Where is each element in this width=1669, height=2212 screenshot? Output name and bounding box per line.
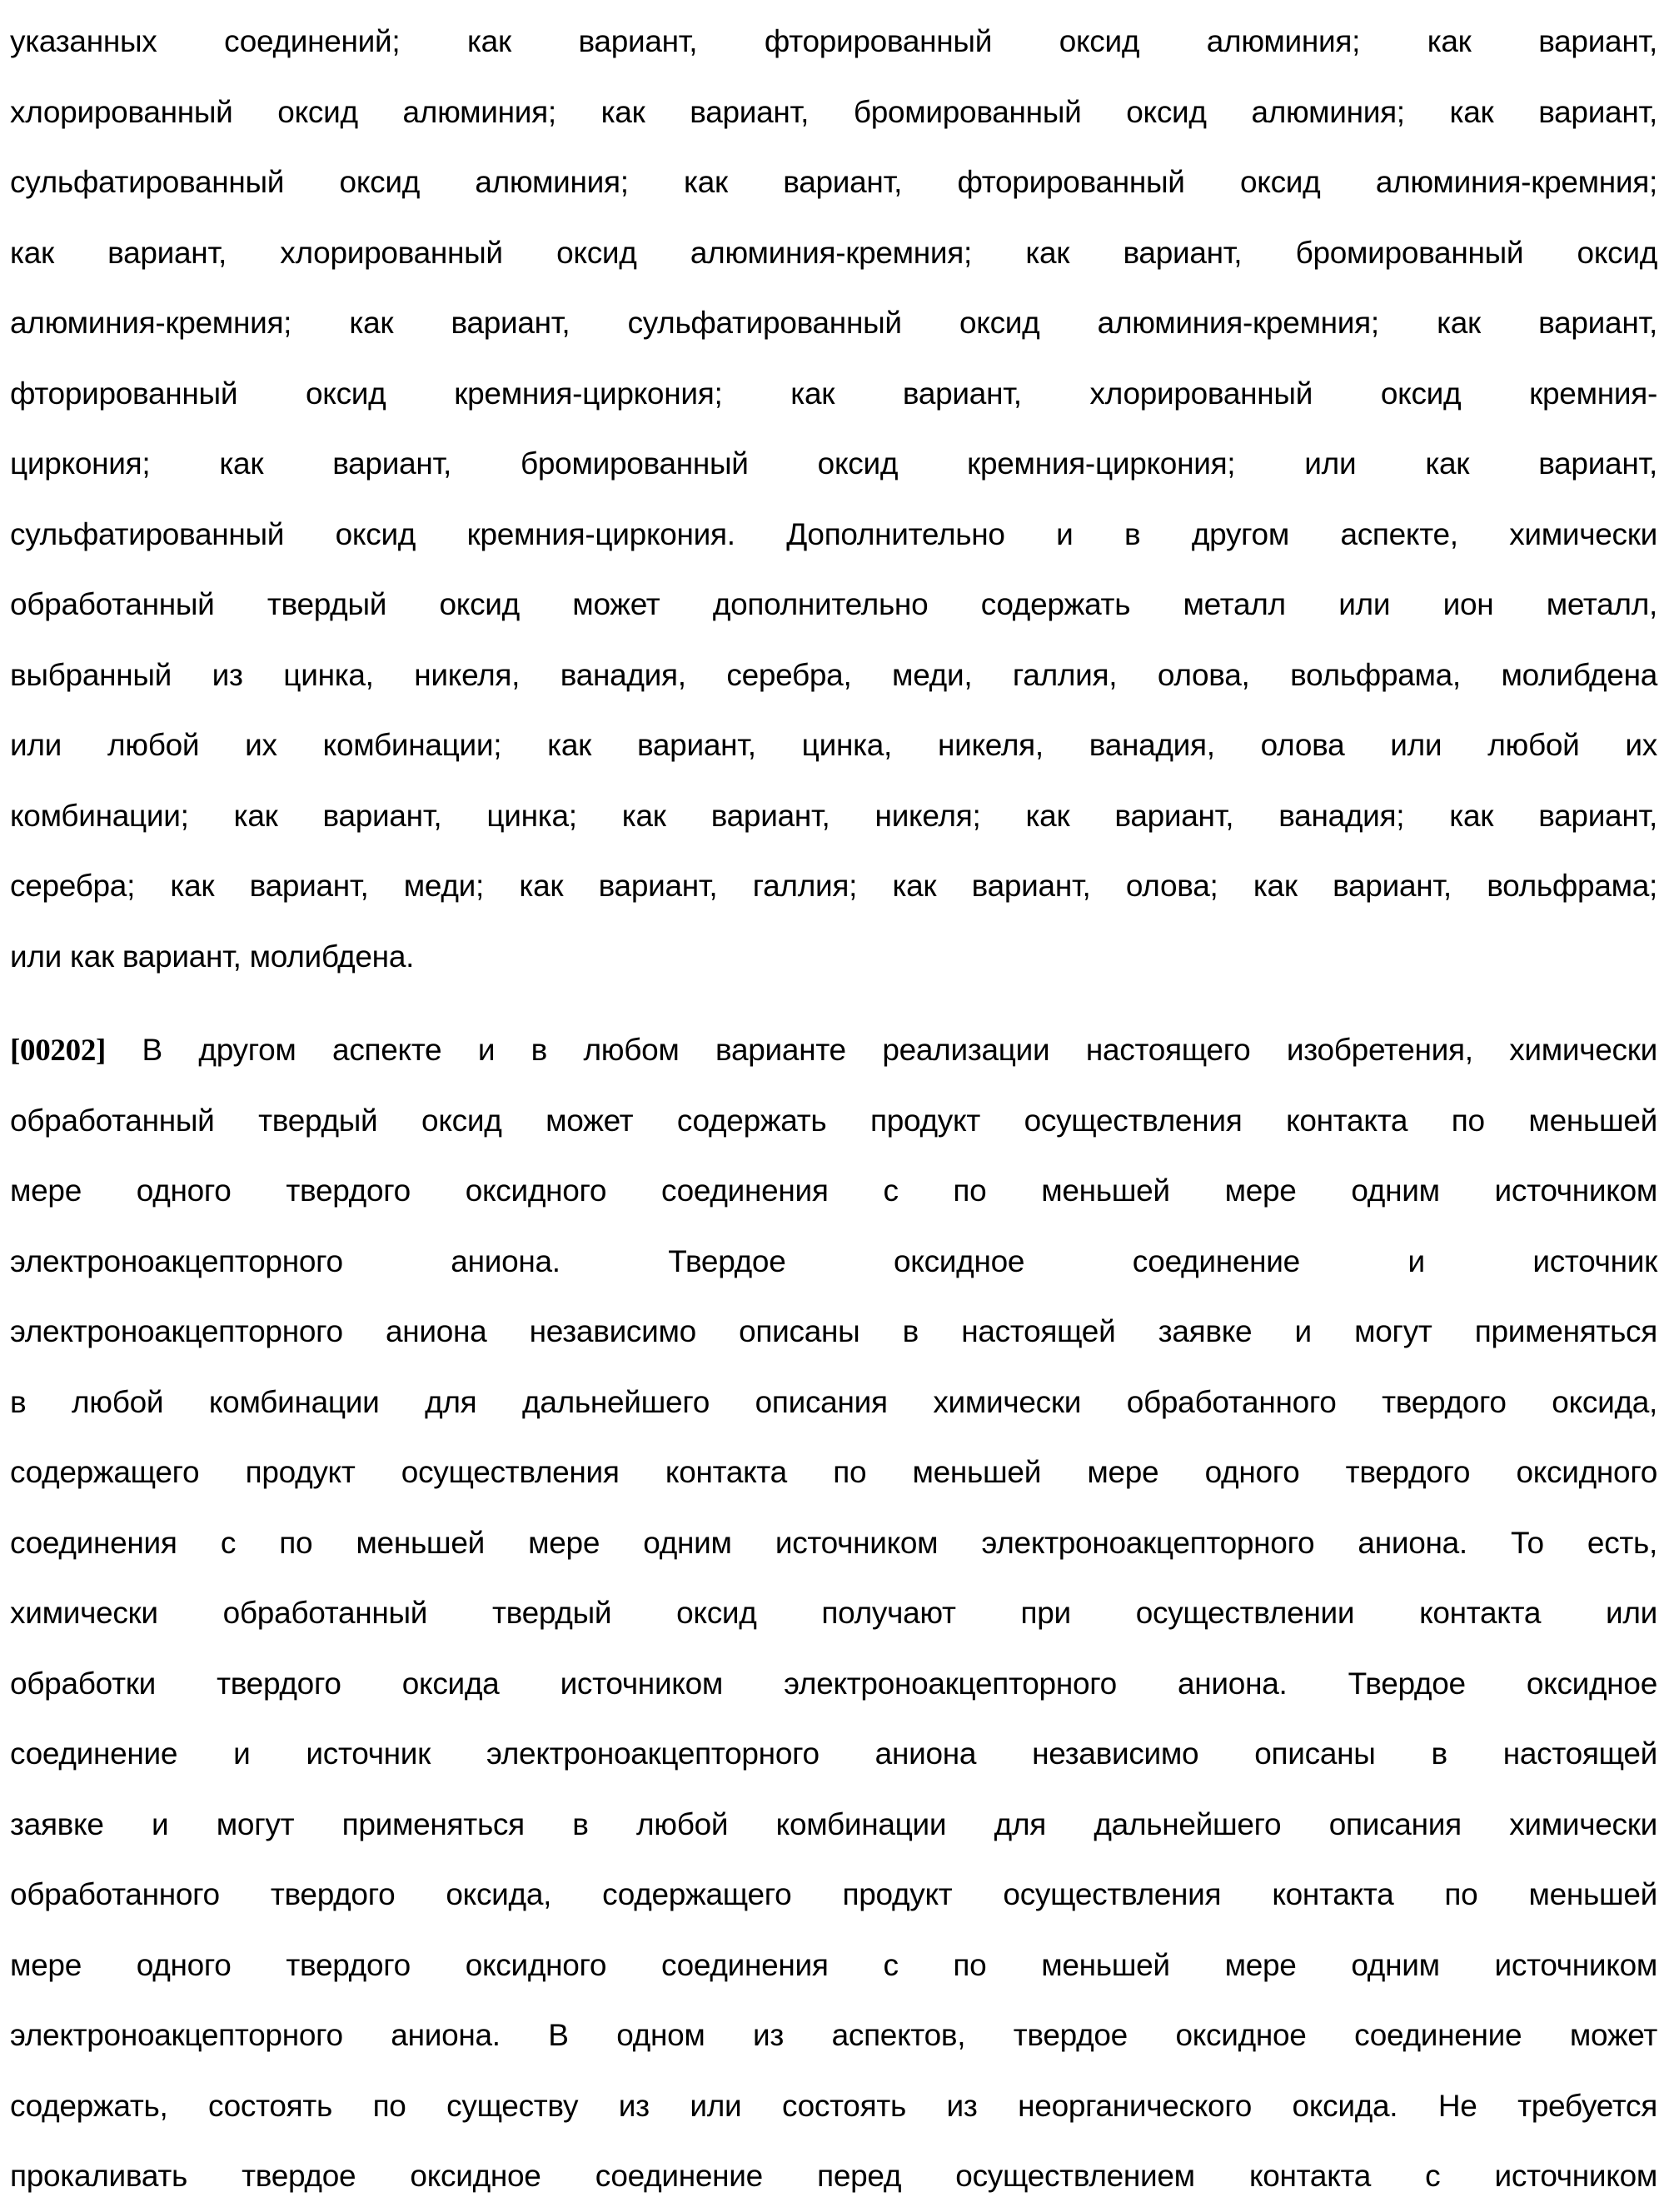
line-text: в любой комбинации для дальнейшего описания химически обработанного твердого оксида, (10, 1385, 1657, 1419)
text-line (10, 1931, 1657, 2001)
text-line (10, 851, 1657, 922)
text-line (10, 1086, 1657, 1157)
text-line (10, 1790, 1657, 1861)
line-text: заявке и могут применяться в любой комбинации для дальнейшего описания химически (10, 1807, 1657, 1841)
line-text: обработанный твердый оксид может содержать продукт осуществления контакта по меньшей (10, 1104, 1657, 1138)
text-line (10, 288, 1657, 359)
line-text: химически обработанный твердый оксид получают при осуществлении контакта или (10, 1596, 1657, 1630)
text-line (10, 429, 1657, 500)
line-text: как вариант, хлорированный оксид алюминия-кремния; как вариант, бромированный оксид (10, 236, 1657, 270)
line-text: обработки твердого оксида источником электроноакцепторного аниона. Твердое оксидное (10, 1666, 1657, 1701)
text-line (10, 1227, 1657, 1298)
text-line (10, 1437, 1657, 1508)
line-text: соединения с по меньшей мере одним источником электроноакцепторного аниона. То есть, (10, 1526, 1657, 1560)
text-line (10, 922, 1657, 993)
line-text: электроноакцепторного аниона независимо описаны в настоящей заявке и могут применяться (10, 1314, 1657, 1348)
text-line (10, 359, 1657, 430)
text-line (10, 1719, 1657, 1790)
line-text: комбинации; как вариант, цинка; как вариант, никеля; как вариант, ванадия; как вариант, (10, 799, 1657, 833)
line-text: В другом аспекте и в любом варианте реализации настоящего изобретения, химически (106, 1033, 1657, 1067)
line-text: фторированный оксид кремния-циркония; как вариант, хлорированный оксид кремния- (10, 376, 1657, 411)
paragraph-gap (10, 992, 1657, 1015)
line-text: мере одного твердого оксидного соединения с по меньшей мере одним источником (10, 1173, 1657, 1208)
text-line (10, 1860, 1657, 1931)
text-line (10, 2000, 1657, 2071)
text-line (10, 147, 1657, 218)
line-text: соединение и источник электроноакцепторного аниона независимо описаны в настоящей (10, 1736, 1657, 1771)
text-line (10, 781, 1657, 852)
text-line (10, 1368, 1657, 1438)
paragraph-continuation (10, 7, 1657, 992)
text-line (10, 77, 1657, 148)
text-line (10, 570, 1657, 640)
line-text: хлорированный оксид алюминия; как вариант, бромированный оксид алюминия; как вариант, (10, 95, 1657, 129)
line-text: сульфатированный оксид алюминия; как вариант, фторированный оксид алюминия-кремния; (10, 165, 1657, 199)
text-line (10, 1649, 1657, 1720)
text-line (10, 640, 1657, 711)
text-line (10, 2141, 1657, 2212)
text-line (10, 7, 1657, 77)
line-text: прокаливать твердое оксидное соединение перед осуществлением контакта с источником (10, 2159, 1657, 2193)
line-text: алюминия-кремния; как вариант, сульфатированный оксид алюминия-кремния; как вариант, (10, 306, 1657, 340)
line-text: сульфатированный оксид кремния-циркония. Дополнительно и в другом аспекте, химически (10, 517, 1657, 551)
paragraph-number: [00202] (10, 1034, 106, 1068)
text-line (10, 1015, 1657, 1086)
line-text: или как вариант, молибдена. (10, 939, 414, 974)
line-text: содержать, состоять по существу из или состоять из неорганического оксида. Не требуется (10, 2089, 1657, 2123)
text-line (10, 500, 1657, 570)
text-line (10, 710, 1657, 781)
line-text: содержащего продукт осуществления контакта по меньшей мере одного твердого оксидного (10, 1455, 1657, 1489)
line-text: электроноакцепторного аниона. В одном из аспектов, твердое оксидное соединение может (10, 2018, 1657, 2052)
line-text: мере одного твердого оксидного соединения с по меньшей мере одним источником (10, 1948, 1657, 1982)
text-line (10, 218, 1657, 289)
line-text: серебра; как вариант, меди; как вариант, галлия; как вариант, олова; как вариант, вольфрама; (10, 869, 1657, 903)
line-text: циркония; как вариант, бромированный оксид кремния-циркония; или как вариант, (10, 446, 1657, 481)
line-text: выбранный из цинка, никеля, ванадия, серебра, меди, галлия, олова, вольфрама, молибдена (10, 658, 1657, 692)
text-line (10, 2071, 1657, 2142)
line-text: обработанный твердый оксид может дополнительно содержать металл или ион металл, (10, 587, 1657, 621)
text-line (10, 1578, 1657, 1649)
line-text: указанных соединений; как вариант, фторированный оксид алюминия; как вариант, (10, 24, 1657, 58)
text-line (10, 1156, 1657, 1227)
text-line (10, 1297, 1657, 1368)
line-text: или любой их комбинации; как вариант, цинка, никеля, ванадия, олова или любой их (10, 728, 1657, 762)
line-text: обработанного твердого оксида, содержащего продукт осуществления контакта по меньшей (10, 1877, 1657, 1911)
paragraph-00202 (10, 1015, 1657, 2212)
text-line (10, 1508, 1657, 1579)
line-text: электроноакцепторного аниона. Твердое оксидное соединение и источник (10, 1244, 1657, 1278)
document-page (10, 7, 1657, 2212)
